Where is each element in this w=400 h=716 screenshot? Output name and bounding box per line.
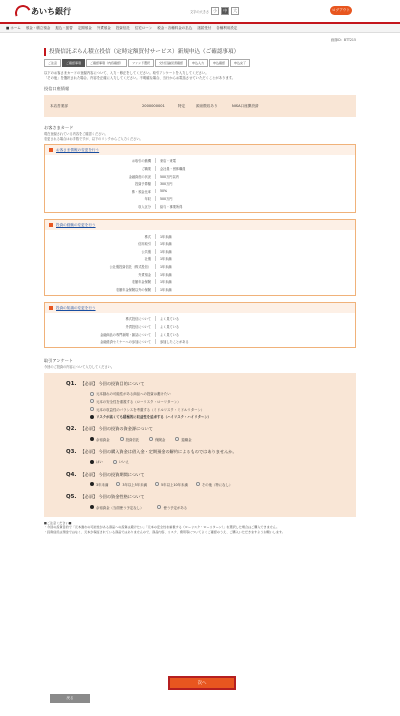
option-label: 余裕資金（当面使う予定なし） [96,505,144,510]
font-size-switcher [190,7,239,15]
info-value: 1年未満 [155,241,172,246]
q3-option-no[interactable] [113,458,129,466]
info-label: 外貨投信について [125,324,151,329]
radio-icon[interactable] [175,437,179,441]
info-row [45,323,355,331]
info-label: 公社債投資信託（株式投信） [109,265,151,270]
desc-line: 現在登録されている内容をご確認ください。 [44,132,108,136]
info-label: 株・預金比率 [131,189,151,194]
info-row [45,203,355,211]
info-label: 金融商品の専門新聞・雑誌について [100,332,151,337]
radio-icon[interactable] [113,460,117,464]
option-label: はい [96,460,103,465]
q3-option-yes-selected[interactable] [90,458,103,466]
info-label: 株式 [144,234,151,239]
info-value: 500万円 [155,196,172,201]
checkbox-icon [49,306,53,310]
desc-line: 変更される場合はお手数ですが、以下のリンクからご入力ください。 [44,136,143,141]
info-value: 300万円 [155,181,172,186]
question-number: Q1. [66,381,77,388]
q5-option-2[interactable] [157,503,187,511]
info-label: 変額年金保険以外の保険 [115,287,151,292]
account-type: 特定 [178,103,186,108]
option-label: 元本割れの可能性がある商品への投資は避けたい [96,392,171,397]
header [0,0,400,22]
info-value: 1年未満 [155,264,172,269]
info-label: 株式投信について [125,317,151,322]
back-button[interactable]: 戻る [50,694,90,703]
option-label: 余裕資金 [96,437,110,442]
question-title [66,449,348,455]
radio-selected-icon[interactable] [90,415,94,419]
nav-label: ホーム [10,25,21,30]
radio-icon[interactable] [90,399,94,403]
question-number: Q5. [66,494,77,501]
customer-card-title: お客さまカード [44,125,74,130]
account-branch: 本店営業部 [50,103,68,108]
info-value: よく見ている [155,324,179,329]
info-label: 投資予算額 [135,182,151,187]
step-item: ご確認事項（内容確認） [86,59,127,67]
account-info [44,95,356,117]
option-label: 投資信託 [125,437,140,442]
step-item: 申込入力 [188,59,208,67]
note-heading: ■ご注意ください■ [44,520,72,525]
info-label: 公共債 [141,249,151,254]
info-row [45,240,355,248]
edit-knowledge-link[interactable]: 投資の知識の変更を行う [56,305,96,310]
info-label: 変額年金保険 [131,280,151,285]
info-row [45,263,355,271]
intro-line: 以下のお客さまカードの登録内容について、入力・修正をしてください。取引アンケートを入力してください。 [44,71,209,75]
main-content [0,37,400,535]
nav-foreign-deposit[interactable]: 外貨預金 [96,25,111,30]
question-text: 【必須】 今回の購入資金は借入金・定期預金の解約によるものではありませんか。 [80,449,237,455]
info-value: 来店・来電 [155,158,176,163]
q2-option-3[interactable] [149,435,165,443]
info-label: 収入区分 [138,205,151,210]
info-row [45,270,355,278]
logout-button[interactable]: ログアウト [330,6,352,15]
checkbox-icon [49,148,53,152]
q1-option-3[interactable] [66,405,348,413]
font-size-medium-button[interactable]: 中 [223,8,228,13]
step-item: 申込完了 [230,59,250,67]
investment-experience-box [44,219,356,296]
checkbox-icon [49,223,53,227]
nav-investment-trust[interactable]: 投資信託 [115,25,130,30]
radio-icon[interactable] [120,437,124,441]
question-1 [66,381,348,420]
info-row [45,248,355,256]
radio-icon[interactable] [155,482,159,486]
account-nisa: NISA口座開設済 [232,103,259,108]
question-text: 【必須】 今回の投資の資金源について [80,426,153,432]
nav-housing-loan[interactable]: 住宅ローン [134,25,153,30]
info-label: お取引の動機 [131,159,151,164]
radio-icon[interactable] [90,392,94,396]
info-label: 年収 [144,197,151,202]
info-label: 金融資産の状況 [128,174,151,179]
info-label: ご職業 [141,167,151,172]
info-label: 社債 [144,257,151,262]
radio-selected-icon[interactable] [90,505,94,509]
survey-panel [44,373,356,517]
step-item: ファンド選択 [128,59,154,67]
info-row [45,338,355,346]
radio-selected-icon[interactable] [90,460,94,464]
radio-icon[interactable] [157,505,161,509]
bank-mark-icon [14,5,28,17]
question-title [66,472,348,478]
info-value: よく見ている [155,316,179,321]
option-label: 元本の収益性のバランスを考慮する（ミドルリスク・ミドルリターン） [96,407,205,412]
option-label: 使う予定がある [163,505,188,510]
next-button[interactable]: 次へ [168,676,236,690]
q2-option-4[interactable] [175,435,191,443]
bank-name: あいち銀行 [31,6,71,16]
radio-icon[interactable] [90,407,94,411]
info-value: よく見ている [155,332,179,337]
question-number: Q2. [66,426,77,433]
info-value: 給与・事業所得 [155,204,182,209]
investment-experience-header [45,220,355,230]
info-value: 参加したことがある [155,339,189,344]
bank-logo[interactable] [14,5,71,17]
info-row [45,286,355,294]
info-value: 1年未満 [155,234,172,239]
nav-deposits[interactable]: 預金・積立預金 [25,25,51,30]
q2-option-2[interactable] [120,435,140,443]
info-value: 1年未満 [155,272,172,277]
intro-line: 「その他」を選択された場合、内容を正確に入力してください。不明確な場合、当行からお電話させていただくことがあります。 [44,76,235,80]
info-row [45,188,355,196]
question-4 [66,472,348,489]
info-row [45,278,355,286]
step-indicator [44,59,356,67]
radio-selected-icon[interactable] [90,482,94,486]
note-line: ・今回の投資目的で「元本割れの可能性がある商品への投資は避けたい」「元本の安全性を重視する（ローリスク・ローリターン）」を選択した場合はご購入できません。 [44,525,280,530]
option-label: いいえ [118,460,129,465]
option-label: 5年以上10年未満 [161,482,188,487]
step-item: ご注意 [44,59,61,67]
font-size-label: 文字の大きさ [190,9,210,14]
customer-card-desc [44,132,356,141]
info-row [45,330,355,338]
question-title [66,426,348,432]
screen-id: 画面ID：BTT215 [330,38,356,42]
option-label: 保険金 [155,437,166,442]
q4-option-4[interactable] [196,481,233,489]
info-row [45,180,355,188]
question-3 [66,449,348,466]
info-label: 外貨預金 [138,272,151,277]
info-value: 50% [155,189,167,193]
info-value: 会社員・団体職員 [155,166,186,171]
radio-selected-icon[interactable] [90,437,94,441]
option-label: その他（特になし） [201,482,233,487]
info-value: 1年未満 [155,249,172,254]
option-label: リスクが高くても積極的に収益性を追求する（ハイリスク・ハイリターン） [96,415,212,420]
page-title: 投資信託ぷらん積立投信（定時定額買付サービス）新規申込（ご確認事項） [44,48,356,56]
info-row [45,315,355,323]
edit-experience-link[interactable]: 投資の経験の変更を行う [56,222,96,227]
global-nav [0,22,400,33]
question-2 [66,426,348,443]
question-title [66,494,348,500]
font-size-large-button[interactable]: 大 [233,8,238,13]
question-text: 【必須】 今回の資金性格について [80,494,145,500]
info-row [45,157,355,165]
step-item-current: ご確認事項 [62,59,85,67]
info-value: 1年未満 [155,279,172,284]
notes [44,521,356,535]
q5-option-1-selected[interactable] [90,503,143,511]
radio-icon[interactable] [149,437,153,441]
nav-notifications[interactable]: 諸届受付 [197,25,212,30]
info-label: 金融経済セミナーへの参加について [100,340,151,345]
question-title [66,381,348,387]
info-label: 信用取引 [138,242,151,247]
option-label: 退職金 [181,437,192,442]
edit-customer-info-link[interactable]: お客さま情報の変更を行う [56,147,100,152]
account-custody: 源泉徴収あり [196,103,218,108]
question-number: Q4. [66,471,77,478]
nav-settings[interactable]: 各種利用設定 [216,25,238,30]
customer-info-header [45,145,355,155]
nav-tax-payment[interactable]: 税金・各種料金の払込 [157,25,193,30]
q1-option-4-selected[interactable] [66,413,348,421]
option-label: 元本の安全性を重視する（ローリスク・ローリターン） [96,399,181,404]
q4-option-2[interactable] [116,481,147,489]
q1-option-2[interactable] [66,398,348,406]
survey-desc: 今回のご投資の内容について入力してください。 [44,365,115,370]
info-value: 1年未満 [155,256,172,261]
font-size-small-button[interactable]: 小 [213,8,218,13]
q4-option-1-selected[interactable] [90,481,108,489]
question-text: 【必須】 今回の投資目的について [80,381,145,387]
home-icon: ■ [6,26,10,30]
radio-icon[interactable] [116,482,120,486]
info-row [45,232,355,240]
question-text: 【必須】 今回の投資期間について [80,471,145,477]
option-label: 3年未満 [96,482,109,487]
q4-option-3[interactable] [155,481,188,489]
step-item: 交付目論見書確認 [155,59,187,67]
radio-icon[interactable] [196,482,200,486]
question-5 [66,494,348,511]
info-value: 1年未満 [155,287,172,292]
info-row [45,165,355,173]
investment-knowledge-header [45,303,355,313]
nav-home[interactable] [6,26,21,31]
account-number: 2000000001 [142,104,165,108]
intro-text [44,71,356,81]
info-value: 500万円以内 [155,174,179,179]
info-row [45,172,355,180]
customer-info-box [44,144,356,213]
q2-option-1-selected[interactable] [90,435,110,443]
note-line: ・投資信託は預金ではなく、元本が保証されている商品ではありませんので、商品内容、リスク、費用等についてよくご確認のうえ、ご購入いただきますようお願いします。 [44,530,285,534]
info-row [45,255,355,263]
info-row [45,195,355,203]
nav-transfer[interactable]: 振込・振替 [55,25,73,30]
survey-title: 取引アンケート [44,358,74,364]
nav-time-deposit[interactable]: 定期預金 [77,25,92,30]
step-item: 申込確認 [209,59,229,67]
q1-option-1[interactable] [66,390,348,398]
option-label: 3年以上5年未満 [122,482,148,487]
investment-knowledge-box [44,302,356,348]
question-number: Q3. [66,449,77,456]
account-section-title: 投信口座情報 [44,86,70,91]
